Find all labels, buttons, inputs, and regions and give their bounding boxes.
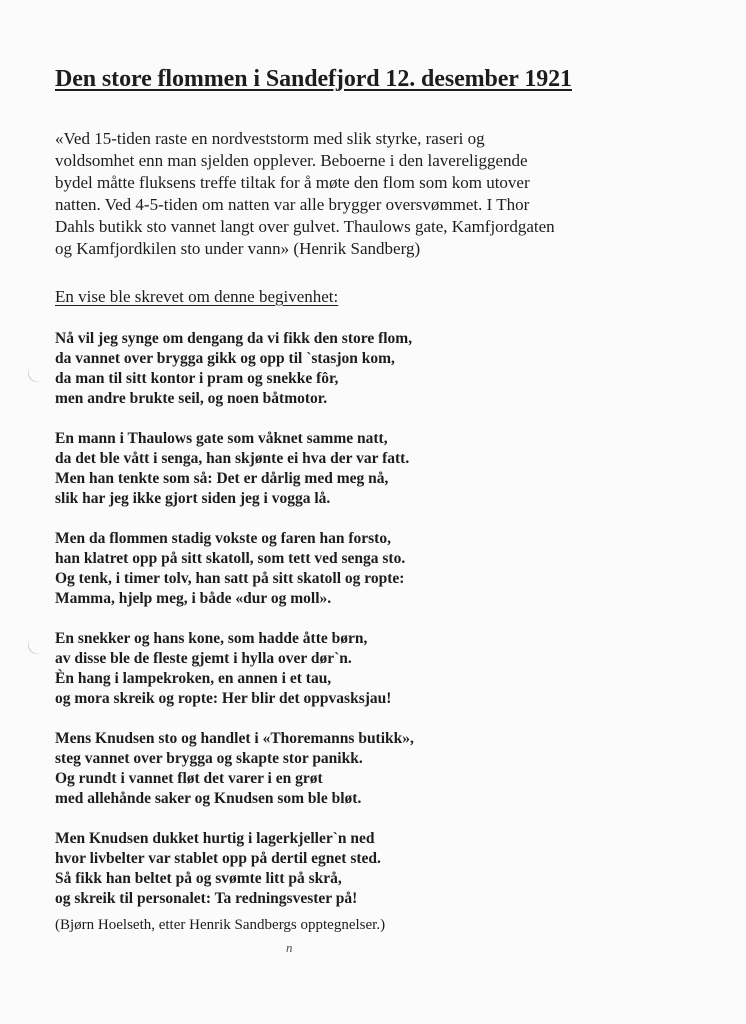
verse-line: Èn hang i lampekroken, en annen i et tau, — [55, 670, 332, 687]
quote-line: natten. Ved 4-5-tiden om natten var alle brygger oversvømmet. I Thor — [55, 195, 530, 214]
quote-line: voldsomhet enn man sjelden opplever. Beboerne i den lavereliggende — [55, 151, 528, 170]
quote-line: bydel måtte fluksens treffe tiltak for å møte den flom som kom utover — [55, 173, 530, 192]
verse-line: Men han tenkte som så: Det er dårlig med meg nå, — [55, 470, 389, 487]
song-lyrics — [55, 329, 414, 929]
quote-line: «Ved 15-tiden raste en nordveststorm med slik styrke, raseri og — [55, 129, 485, 148]
punch-hole-mark — [25, 632, 51, 658]
verse-line: Mamma, hjelp meg, i både «dur og moll». — [55, 590, 332, 607]
verse-line: Og rundt i vannet fløt det varer i en grøt — [55, 770, 323, 787]
verse-line: da det ble vått i senga, han skjønte ei hva der var fatt. — [55, 450, 410, 467]
verse-line: En mann i Thaulows gate som våknet samme natt, — [55, 430, 388, 447]
verse-line: med allehånde saker og Knudsen som ble bløt. — [55, 790, 362, 807]
stanza-1 — [55, 329, 414, 409]
stanza-5 — [55, 729, 414, 809]
stanza-4 — [55, 629, 414, 709]
stanza-3 — [55, 529, 414, 609]
verse-line: steg vannet over brygga og skapte stor panikk. — [55, 750, 363, 767]
stanza-2 — [55, 429, 414, 509]
credit-line: (Bjørn Hoelseth, etter Henrik Sandbergs opptegnelser.) — [55, 917, 386, 933]
song-subheading: En vise ble skrevet om denne begivenhet: — [55, 287, 339, 306]
verse-line: da man til sitt kontor i pram og snekke fôr, — [55, 370, 339, 387]
verse-line: han klatret opp på sitt skatoll, som tett ved senga sto. — [55, 550, 406, 567]
quote-line: og Kamfjordkilen sto under vann» (Henrik Sandberg) — [55, 239, 421, 258]
verse-line: slik har jeg ikke gjort siden jeg i vogga lå. — [55, 490, 331, 507]
document-title: Den store flommen i Sandefjord 12. desember 1921 — [55, 66, 572, 92]
quote-paragraph — [55, 128, 575, 260]
verse-line: av disse ble de fleste gjemt i hylla over dør`n. — [55, 650, 352, 667]
verse-line: En snekker og hans kone, som hadde åtte børn, — [55, 630, 368, 647]
verse-line: hvor livbelter var stablet opp på dertil egnet sted. — [55, 850, 381, 867]
verse-line: Mens Knudsen sto og handlet i «Thoremanns butikk», — [55, 730, 414, 747]
verse-line: Og tenk, i timer tolv, han satt på sitt skatoll og ropte: — [55, 570, 405, 587]
verse-line: da vannet over brygga gikk og opp til `stasjon kom, — [55, 350, 395, 367]
punch-hole-mark — [25, 360, 51, 386]
verse-line: Nå vil jeg synge om dengang da vi fikk den store flom, — [55, 330, 413, 347]
verse-line: og mora skreik og ropte: Her blir det oppvasksjau! — [55, 690, 392, 707]
verse-line: Men da flommen stadig vokste og faren han forsto, — [55, 530, 391, 547]
verse-line: og skreik til personalet: Ta redningsvester på! — [55, 890, 358, 907]
verse-line: men andre brukte seil, og noen båtmotor. — [55, 390, 328, 407]
stanza-6 — [55, 829, 414, 909]
verse-line: Men Knudsen dukket hurtig i lagerkjeller`n ned — [55, 830, 375, 847]
verse-line: Så fikk han beltet på og svømte litt på skrå, — [55, 870, 342, 887]
handwritten-correction: n — [286, 940, 293, 955]
quote-line: Dahls butikk sto vannet langt over gulvet. Thaulows gate, Kamfjordgaten — [55, 217, 555, 236]
